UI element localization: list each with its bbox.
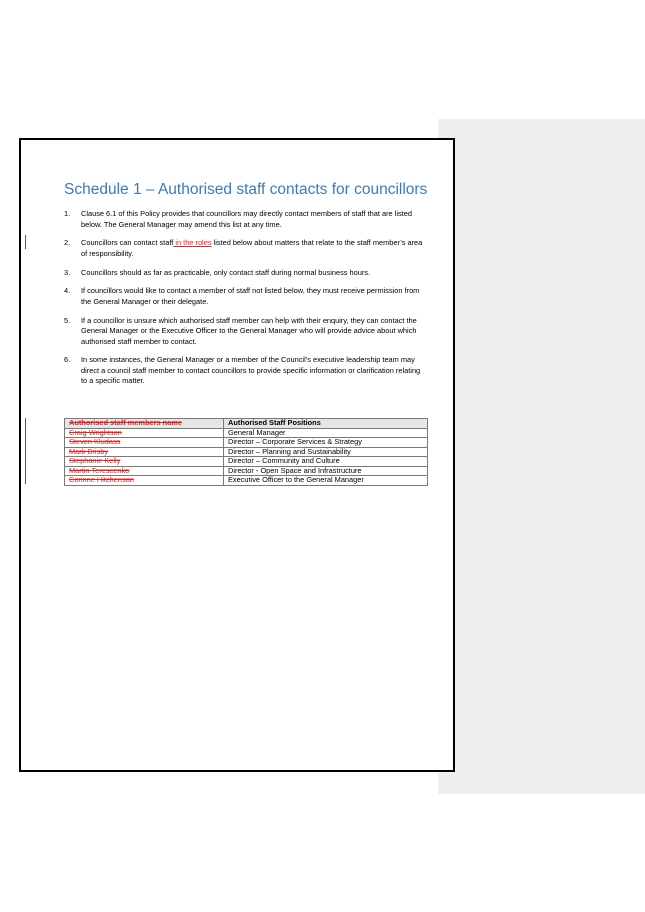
staff-position-cell: Director – Corporate Services & Strategy [224, 438, 428, 448]
staff-name-cell: Steven Kludass [65, 438, 224, 448]
authorised-staff-table [64, 418, 428, 486]
change-bar [25, 235, 26, 249]
item-text-before: Councillors can contact staff [81, 238, 174, 248]
change-bar [25, 418, 26, 484]
staff-position-cell: Director - Open Space and Infrastructure [224, 466, 428, 476]
item-number: 6. [64, 355, 71, 365]
header-staff-position: Authorised Staff Positions [224, 419, 428, 429]
item-text [81, 238, 424, 259]
item-text: If councillors would like to contact a member of staff not listed below, they must receive permission from the General Manager or their delegate. [81, 286, 420, 306]
item-number: 5. [64, 315, 71, 325]
schedule-heading: Schedule 1 – Authorised staff contacts for councillors [64, 181, 428, 198]
item-text: If a councillor is unsure which authorised staff member can help with their enquiry, they can contact the General Manager or the Executive Officer to the General Manager who will provide advice about which authorised staff member to contact. [81, 315, 417, 346]
staff-name-cell: Stephanie Kelly [65, 457, 224, 467]
staff-position-cell: General Manager [224, 428, 428, 438]
list-item [64, 286, 424, 307]
clause-list [64, 209, 424, 395]
table-row [65, 438, 428, 448]
item-text: Councillors should as far as practicable, only contact staff during normal business hours. [81, 267, 371, 277]
item-number: 2. [64, 238, 71, 248]
staff-position-cell: Director – Planning and Sustainability [224, 447, 428, 457]
staff-name-cell: Craig Wrightson [65, 428, 224, 438]
item-number: 1. [64, 209, 71, 218]
staff-name-cell: Martin Terescenko [65, 466, 224, 476]
item-text: Clause 6.1 of this Policy provides that councillors may directly contact members of staff that are listed below. The General Manager may amend this list at any time. [81, 209, 412, 229]
staff-position-cell: Executive Officer to the General Manager [224, 476, 428, 486]
staff-position-cell: Director – Community and Culture [224, 457, 428, 467]
item-number: 3. [64, 267, 71, 277]
table-row [65, 457, 428, 467]
comment-pane [438, 119, 645, 794]
item-text: In some instances, the General Manager or a member of the Council’s executive leadership team may direct a council staff member to contact councillors to provide specific information or clarification relating to a specific matter. [81, 355, 421, 386]
item-number: 4. [64, 286, 71, 296]
table-row [65, 476, 428, 486]
list-item [64, 268, 424, 279]
list-item [64, 355, 424, 387]
list-item [64, 316, 424, 348]
table-header-row [65, 419, 428, 429]
list-item [64, 238, 424, 259]
header-staff-name: Authorised staff members name [65, 419, 224, 429]
staff-name-cell: Mark Brisby [65, 447, 224, 457]
staff-name-cell: Corinne Hitchenson [65, 476, 224, 486]
list-item [64, 209, 424, 230]
inserted-text: in the roles [173, 238, 212, 248]
item-text-after: listed below about matters that relate to the staff member’s area of responsibility. [81, 238, 423, 258]
